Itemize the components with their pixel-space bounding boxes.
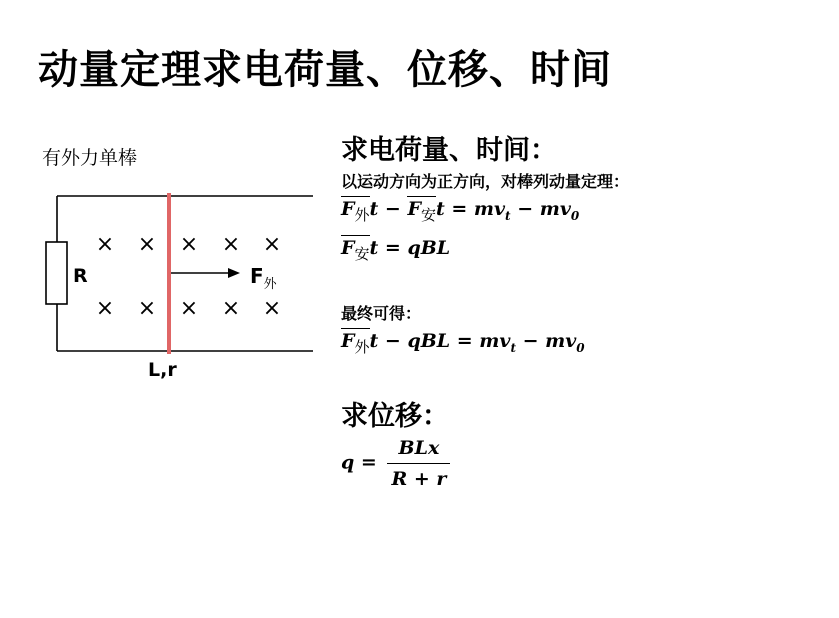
force-arrowhead bbox=[228, 268, 240, 278]
section-heading-displacement: 求位移： bbox=[341, 401, 449, 433]
section-heading-charge-time: 求电荷量、时间： bbox=[341, 135, 557, 166]
equation-ampere-impulse: $F_安t$ = qBL bbox=[341, 236, 451, 263]
equation-result: $F_外t$ − qBL = $mv_t - mv_0$ bbox=[341, 329, 585, 356]
solution-panel bbox=[341, 128, 821, 492]
rod-label: L,r bbox=[148, 359, 177, 381]
diagram-label: 有外力单棒 bbox=[42, 147, 138, 169]
resistor bbox=[46, 242, 67, 304]
field-cross: × bbox=[95, 232, 115, 257]
intro-text: 以运动方向为正方向，对棒列动量定理： bbox=[341, 172, 630, 191]
field-cross: × bbox=[262, 296, 282, 321]
resistor-label: R bbox=[73, 265, 88, 287]
equation-momentum: $F_外t - F_安t = mv_t - mv_0$ bbox=[341, 198, 580, 224]
field-cross: × bbox=[221, 232, 241, 257]
result-label: 最终可得： bbox=[341, 303, 422, 323]
force-label: $F_外$ bbox=[250, 264, 277, 292]
field-cross: × bbox=[221, 296, 241, 321]
field-cross: × bbox=[179, 232, 199, 257]
field-cross: × bbox=[137, 232, 157, 257]
field-cross: × bbox=[262, 232, 282, 257]
equation-charge-displacement: q = $\frac{\text{BLx}}{R + r}$ bbox=[341, 435, 821, 492]
field-cross: × bbox=[137, 296, 157, 321]
fraction: $\frac{\text{BLx}}{R + r}$ bbox=[387, 435, 450, 492]
field-cross: × bbox=[179, 296, 199, 321]
page-title: 动量定理求电荷量、位移、时间 bbox=[38, 47, 612, 93]
field-cross: × bbox=[95, 296, 115, 321]
